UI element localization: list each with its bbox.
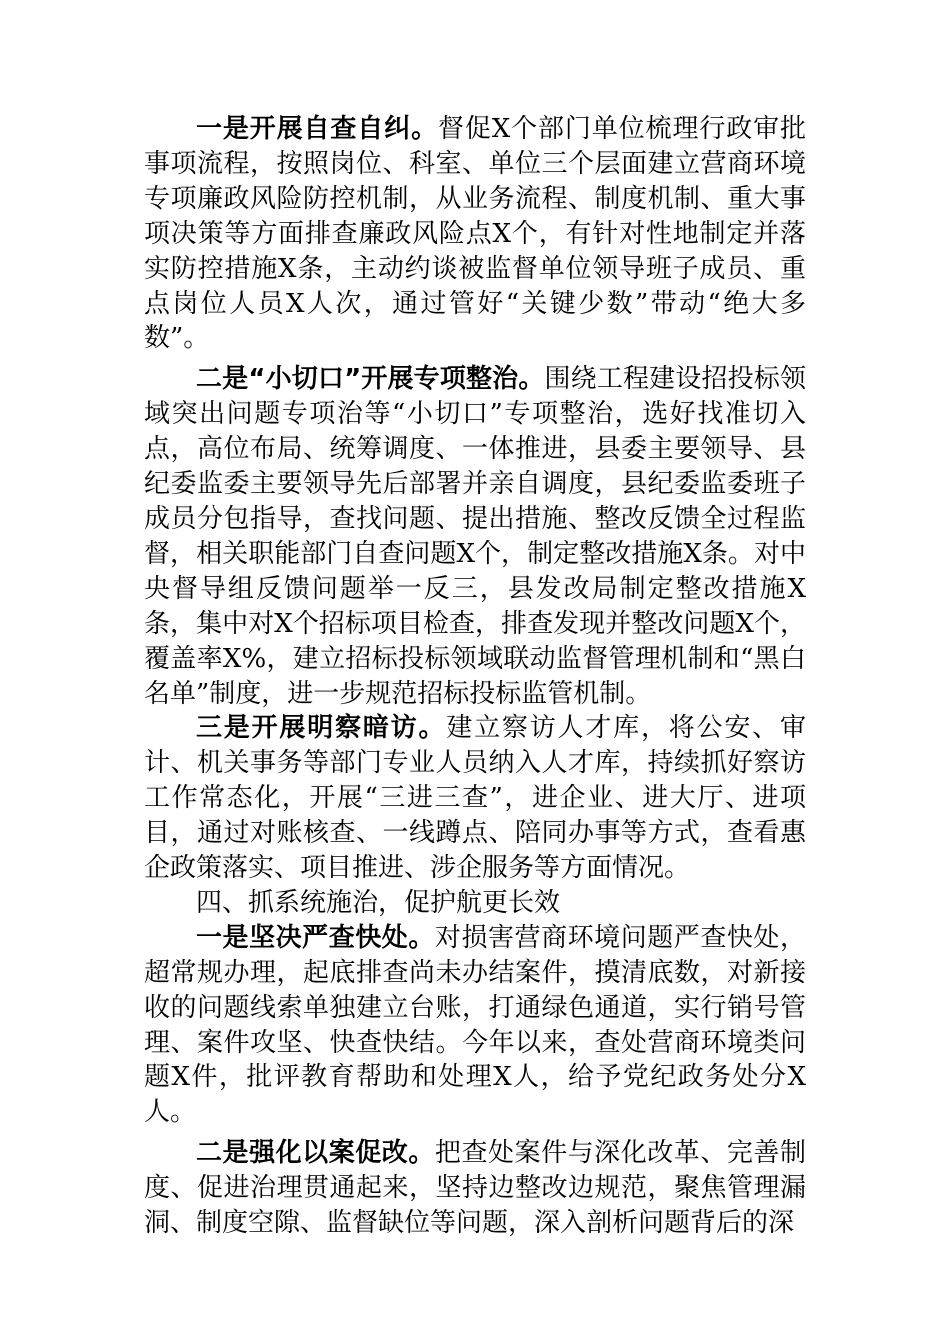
paragraph-inspection-visits: [144, 711, 806, 886]
paragraph-lead: 一是开展自查自纠。: [196, 114, 438, 144]
paragraph-lead: 二是强化以案促改。: [196, 1138, 435, 1169]
paragraph-body: 建立察访人才库，将公安、审计、机关事务等部门专业人员纳入人才库，持续抓好察访工作常态化，开展“三进三查”，进企业、进大厅、进项目，通过对账核查、一线蹲点、陪同办事等方式，查看惠企政策落实、项目推进、涉企服务等方面情况。: [144, 713, 806, 884]
section-heading-text: 四、抓系统施治，促护航更长效: [196, 887, 561, 918]
paragraph-strict-investigation: [144, 921, 806, 1130]
section-heading: [144, 886, 806, 921]
paragraph-body: 围绕工程建设招投标领域突出问题专项治等“小切口”专项整治，选好找准切入点，高位布局、统筹调度、一体推进，县委主要领导、县纪委监委主要领导先后部署并亲自调度，县纪委监委班子成员分包指导，查找问题、提出措施、整改反馈全过程监督，相关职能部门自查问题X个，制定整改措施X条。对中央督导组反馈问题举一反三，县发改局制定整改措施X条，集中对X个招标项目检查，排查发现并整改问题X个，覆盖率X%，建立招标投标领域联动监督管理机制和“黑白名单”制度，进一步规范招标投标监管机制。: [144, 364, 806, 709]
paragraph-body: 对损害营商环境问题严查快处，超常规办理，起底排查尚未办结案件，摸清底数，对新接收的问题线索单独建立台账，打通绿色通道，实行销号管理、案件攻坚、快查快结。今年以来，查处营商环境类问题X件，批评教育帮助和处理X人，给予党纪政务处分X人。: [144, 922, 806, 1128]
paragraph-special-rectification: [144, 362, 806, 711]
paragraph-body: 把查处案件与深化改革、完善制度、促进治理贯通起来，坚持边整改边规范，聚焦管理漏洞、制度空隙、监督缺位等问题，深入剖析问题背后的深: [144, 1138, 806, 1239]
document-page: [144, 112, 806, 1241]
paragraph-body: 督促X个部门单位梳理行政审批事项流程，按照岗位、科室、单位三个层面建立营商环境专项廉政风险防控机制，从业务流程、制度机制、重大事项决策等方面排查廉政风险点X个，有针对性地制定并落实防控措施X条，主动约谈被监督单位领导班子成员、重点岗位人员X人次，通过管好“关键少数”带动“绝大多数”。: [144, 114, 806, 354]
paragraph-lead: 三是开展明察暗访。: [196, 713, 447, 744]
paragraph-self-inspection: [144, 112, 806, 356]
paragraph-lead: 一是坚决严查快处。: [196, 922, 435, 953]
paragraph-lead: 二是“小切口”开展专项整治。: [196, 364, 545, 395]
paragraph-case-reform: [144, 1136, 806, 1241]
